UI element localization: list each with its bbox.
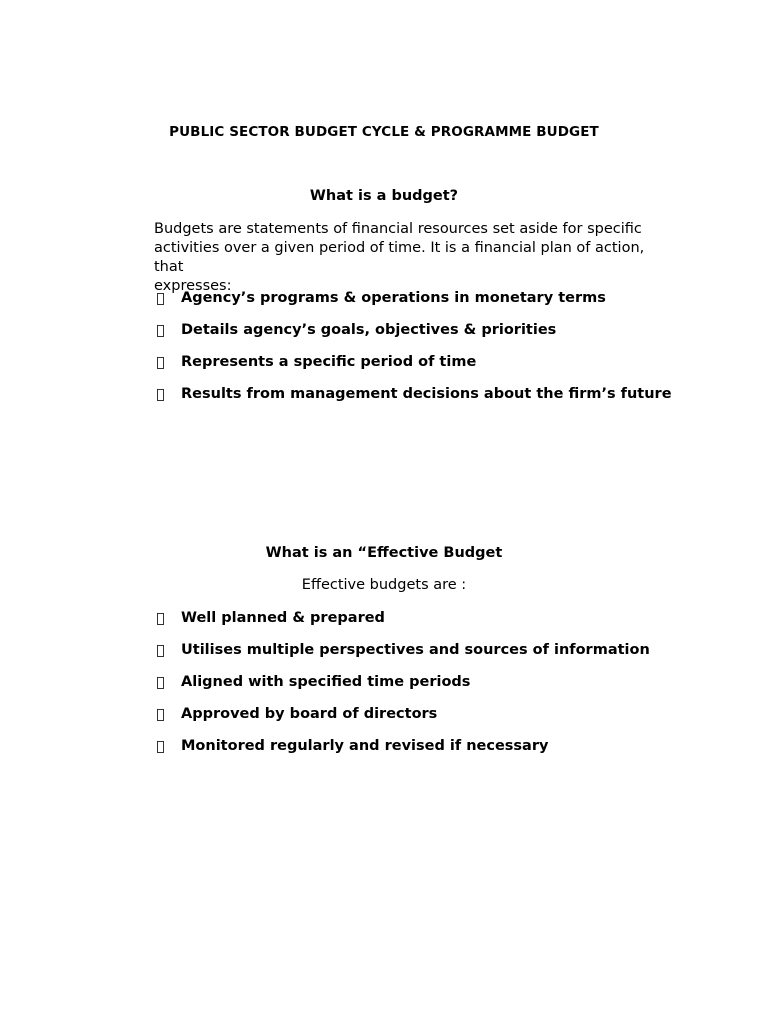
section-heading-effective-budget: What is an “Effective Budget [265,545,503,561]
paragraph-line: activities over a given period of time. It is a financial plan of action, that [154,240,645,275]
bullet-text: Results from management decisions about the firm’s future [181,386,672,402]
bullet-text: Represents a specific period of time [181,354,477,370]
bullet-text: Details agency’s goals, objectives & priorities [181,322,557,338]
bullet-text: Utilises multiple perspectives and sources of information [181,642,650,658]
budget-definition-paragraph [154,220,674,296]
list-item [154,737,714,769]
bullet-icon [154,385,181,403]
bullet-text: Monitored regularly and revised if necessary [181,738,549,754]
bullet-text: Approved by board of directors [181,706,438,722]
effective-budget-bullet-list [154,609,714,769]
bullet-text: Agency’s programs & operations in monetary terms [181,290,606,306]
list-item [154,353,714,385]
bullet-icon [154,641,181,659]
document-title: PUBLIC SECTOR BUDGET CYCLE & PROGRAMME BUDGET [169,124,599,140]
bullet-icon [154,609,181,627]
bullet-icon [154,705,181,723]
list-item [154,641,714,673]
list-item [154,385,714,417]
bullet-text: Well planned & prepared [181,610,385,626]
section-heading-what-is-budget: What is a budget? [309,188,459,204]
bullet-icon [154,289,181,307]
paragraph-line: Budgets are statements of financial resources set aside for specific [154,221,642,237]
list-item [154,673,714,705]
paragraph-line: expresses: [154,278,232,294]
bullet-icon [154,353,181,371]
bullet-text: Aligned with specified time periods [181,674,471,690]
list-item [154,289,714,321]
list-item [154,705,714,737]
bullet-icon [154,673,181,691]
bullet-icon [154,321,181,339]
list-item [154,321,714,353]
effective-budget-intro: Effective budgets are : [301,577,467,593]
bullet-icon [154,737,181,755]
list-item [154,609,714,641]
budget-bullet-list [154,289,714,417]
